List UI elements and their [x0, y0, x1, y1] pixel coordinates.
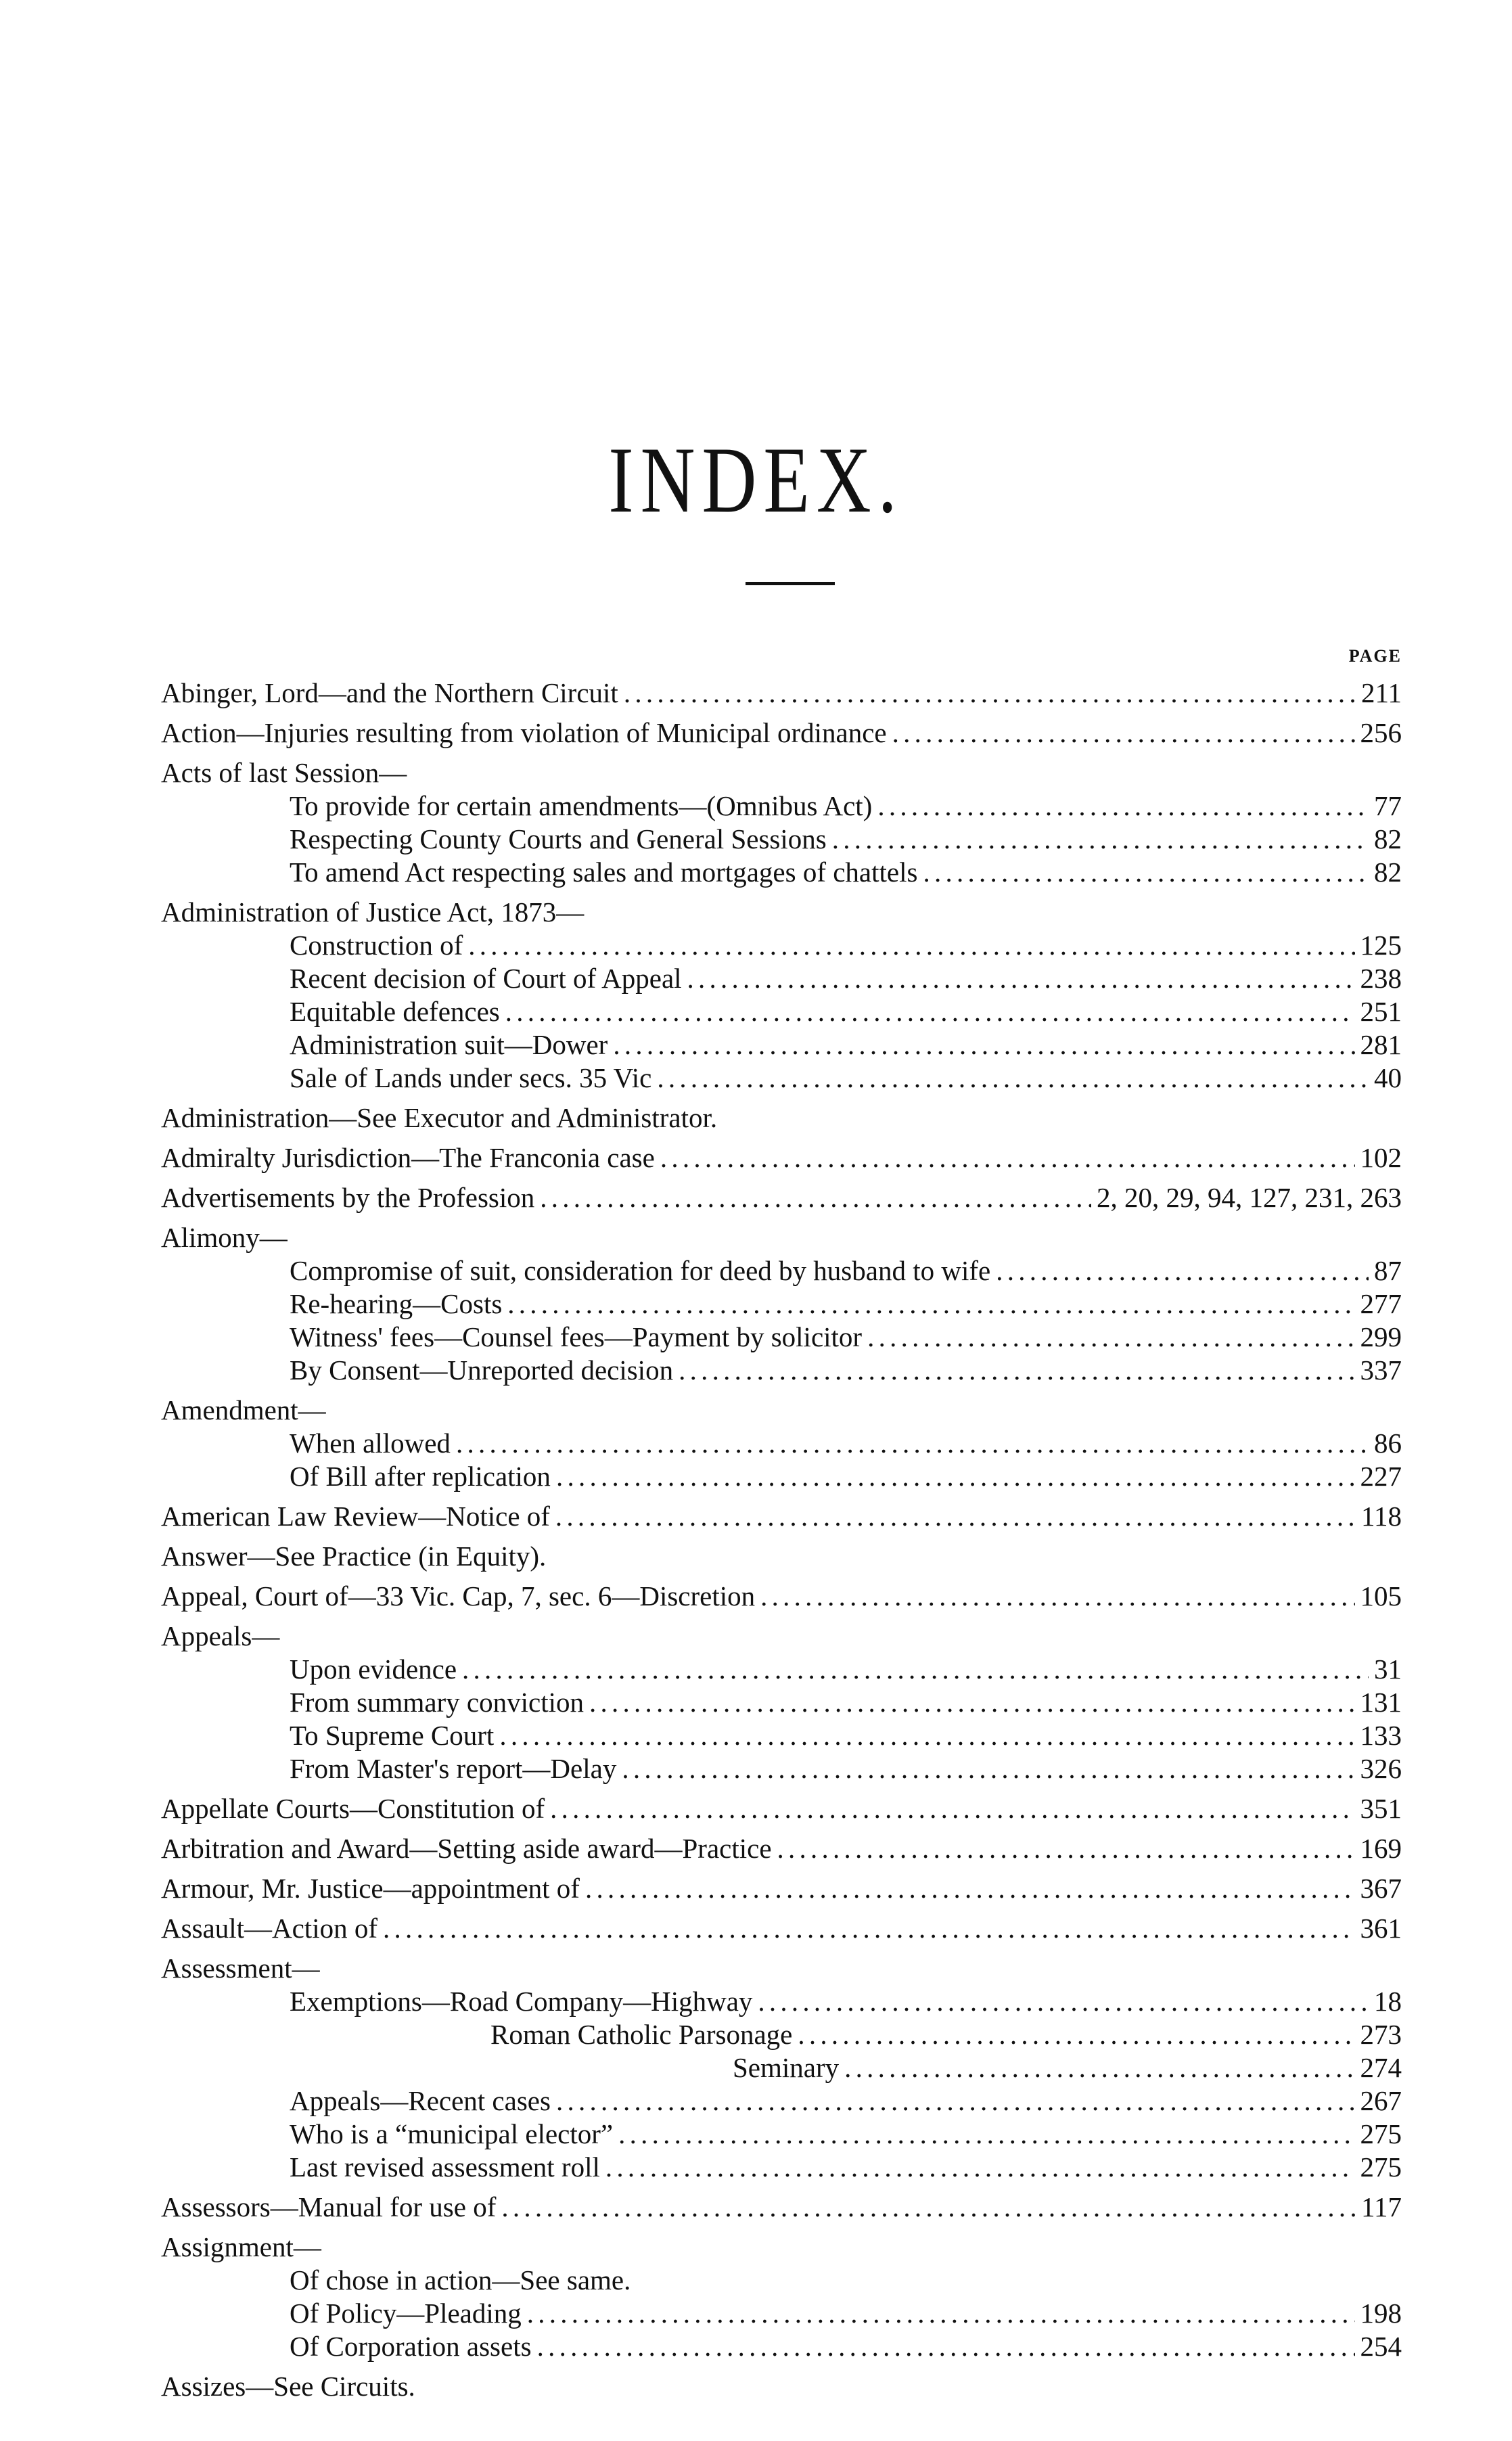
index-entry-page: 351 — [1360, 1793, 1402, 1824]
index-entry-text: Of Policy—Pleading — [290, 2298, 522, 2329]
index-entry-text: Appeal, Court of—33 Vic. Cap, 7, sec. 6—Discretion — [161, 1580, 756, 1612]
index-entry-page: 251 — [1360, 996, 1402, 1027]
index-entry-page: 267 — [1360, 2085, 1402, 2116]
index-entry-text: Administration of Justice Act, 1873— — [161, 896, 585, 928]
dot-leader — [556, 2084, 1355, 2118]
dot-leader — [589, 1686, 1354, 1719]
dot-leader — [622, 1752, 1354, 1785]
dot-leader — [996, 1254, 1369, 1287]
index-entry — [161, 790, 1402, 823]
index-entry — [161, 2370, 1402, 2403]
index-entry-page: 125 — [1360, 930, 1402, 961]
index-entry-page: 2, 20, 29, 94, 127, 231, 263 — [1097, 1182, 1402, 1213]
dot-leader — [556, 1460, 1355, 1493]
index-entry-text: Compromise of suit, consideration for deed by husband to wife — [290, 1255, 991, 1286]
index-entry-text: Assizes—See Circuits. — [161, 2371, 415, 2402]
index-entry-page: 275 — [1360, 2118, 1402, 2149]
index-entry-text: Assignment— — [161, 2231, 321, 2262]
index-entry — [161, 1181, 1402, 1214]
index-entry — [161, 2118, 1402, 2151]
index-entry — [161, 2151, 1402, 2184]
index-entry — [161, 1028, 1402, 1062]
dot-leader — [505, 995, 1355, 1028]
index-entry — [161, 1686, 1402, 1719]
index-entry-page: 82 — [1374, 823, 1402, 854]
index-entry-page: 82 — [1374, 857, 1402, 888]
dot-leader — [758, 1985, 1369, 2018]
index-entry-page: 326 — [1360, 1753, 1402, 1784]
dot-leader — [844, 2051, 1354, 2084]
dot-leader — [499, 1719, 1354, 1752]
dot-leader — [540, 1181, 1091, 1214]
dot-leader — [777, 1832, 1355, 1865]
index-entry-text: Of Corporation assets — [290, 2331, 532, 2362]
index-entries — [161, 670, 1402, 2403]
index-entry — [161, 962, 1402, 995]
index-entry-page: 275 — [1360, 2151, 1402, 2183]
index-entry-text: Exemptions—Road Company—Highway — [290, 1986, 753, 2017]
dot-leader — [468, 929, 1354, 962]
index-entry — [161, 856, 1402, 889]
index-entry — [161, 1912, 1402, 1945]
index-entry — [161, 1062, 1402, 1095]
index-entry-text: American Law Review—Notice of — [161, 1501, 550, 1532]
dot-leader — [867, 1321, 1354, 1354]
index-entry-page: 31 — [1374, 1653, 1402, 1685]
index-entry-page: 133 — [1360, 1720, 1402, 1751]
index-entry-text: When allowed — [290, 1428, 451, 1459]
index-entry — [161, 1620, 1402, 1653]
index-entry — [161, 929, 1402, 962]
index-entry-text: Witness' fees—Counsel fees—Payment by solicitor — [290, 1321, 863, 1352]
index-entry — [161, 1394, 1402, 1427]
index-entry — [161, 1287, 1402, 1321]
index-entry-page: 102 — [1360, 1142, 1402, 1173]
dot-leader — [383, 1912, 1355, 1945]
index-entry — [161, 2330, 1402, 2363]
index-entry-text: By Consent—Unreported decision — [290, 1354, 674, 1386]
index-entry — [161, 896, 1402, 929]
index-entry-text: Recent decision of Court of Appeal — [290, 963, 682, 994]
index-entry-text: Acts of last Session— — [161, 757, 407, 788]
index-entry — [161, 1101, 1402, 1135]
index-entry — [161, 2297, 1402, 2330]
index-entry-text: Equitable defences — [290, 996, 500, 1027]
dot-leader — [687, 962, 1355, 995]
dot-leader — [550, 1792, 1354, 1825]
index-entry-page: 277 — [1360, 1288, 1402, 1319]
page-column-header: PAGE — [1348, 646, 1402, 666]
index-entry-text: Last revised assessment roll — [290, 2151, 600, 2183]
index-entry-page: 254 — [1360, 2331, 1402, 2362]
index-entry-text: Amendment— — [161, 1394, 326, 1425]
dot-leader — [613, 1028, 1354, 1062]
dot-leader — [923, 856, 1369, 889]
index-entry-text: Abinger, Lord—and the Northern Circuit — [161, 677, 618, 708]
index-entry-page: 40 — [1374, 1062, 1402, 1093]
index-entry — [161, 1792, 1402, 1825]
dot-leader — [585, 1872, 1355, 1905]
index-entry — [161, 1221, 1402, 1254]
dot-leader — [892, 716, 1355, 750]
index-entry-text: Advertisements by the Profession — [161, 1182, 535, 1213]
index-entry — [161, 2018, 1402, 2051]
dot-leader — [760, 1580, 1354, 1613]
index-entry — [161, 1141, 1402, 1174]
index-entry — [161, 1952, 1402, 1985]
index-entry-text: Who is a “municipal elector” — [290, 2118, 614, 2149]
index-entry-text: Re-hearing—Costs — [290, 1288, 503, 1319]
dot-leader — [679, 1354, 1354, 1387]
dot-leader — [618, 2118, 1354, 2151]
index-entry-text: Assault—Action of — [161, 1913, 377, 1944]
index-entry — [161, 1500, 1402, 1533]
index-entry-page: 238 — [1360, 963, 1402, 994]
index-entry-text: Armour, Mr. Justice—appointment of — [161, 1873, 580, 1904]
dot-leader — [832, 823, 1369, 856]
dot-leader — [537, 2330, 1355, 2363]
index-entry-text: Action—Injuries resulting from violation of Municipal ordinance — [161, 717, 887, 748]
index-entry — [161, 823, 1402, 856]
index-entry — [161, 1653, 1402, 1686]
dot-leader — [507, 1287, 1354, 1321]
index-entry-page: 118 — [1361, 1501, 1402, 1532]
dot-leader — [555, 1500, 1356, 1533]
dot-leader — [877, 790, 1369, 823]
index-entry-page: 87 — [1374, 1255, 1402, 1286]
index-entry-page: 211 — [1361, 677, 1402, 708]
index-entry — [161, 1580, 1402, 1613]
index-entry — [161, 2264, 1402, 2297]
index-entry — [161, 1752, 1402, 1785]
index-entry — [161, 2191, 1402, 2224]
index-entry-text: Of Bill after replication — [290, 1461, 551, 1492]
index-entry-page: 77 — [1374, 790, 1402, 821]
index-entry-page: 367 — [1360, 1873, 1402, 1904]
index-entry — [161, 1719, 1402, 1752]
index-entry-text: Admiralty Jurisdiction—The Franconia case — [161, 1142, 655, 1173]
index-entry-page: 299 — [1360, 1321, 1402, 1352]
index-entry — [161, 1254, 1402, 1287]
index-entry-text: Roman Catholic Parsonage — [490, 2019, 793, 2050]
index-entry-page: 337 — [1360, 1354, 1402, 1386]
index-entry-text: Assessment— — [161, 1953, 320, 1984]
index-entry — [161, 2051, 1402, 2084]
index-entry — [161, 756, 1402, 790]
index-entry-text: Arbitration and Award—Setting aside award—Practice — [161, 1833, 772, 1864]
index-entry — [161, 995, 1402, 1028]
index-entry-page: 256 — [1360, 717, 1402, 748]
index-entry-text: Upon evidence — [290, 1653, 457, 1685]
page-title: INDEX. — [608, 428, 904, 533]
index-entry-page: 198 — [1360, 2298, 1402, 2329]
index-entry-page: 105 — [1360, 1580, 1402, 1612]
index-entry-text: Respecting County Courts and General Sessions — [290, 823, 827, 854]
index-entry-text: Answer—See Practice (in Equity). — [161, 1541, 547, 1572]
index-entry-page: 273 — [1360, 2019, 1402, 2050]
index-entry-text: To amend Act respecting sales and mortgages of chattels — [290, 857, 918, 888]
index-entry-text: Alimony— — [161, 1222, 288, 1253]
dot-leader — [657, 1062, 1369, 1095]
title-rule — [746, 582, 835, 585]
index-entry-text: Appeals— — [161, 1620, 280, 1651]
index-entry — [161, 716, 1402, 750]
dot-leader — [798, 2018, 1354, 2051]
index-entry-text: Of chose in action—See same. — [290, 2264, 631, 2296]
index-entry-page: 227 — [1360, 1461, 1402, 1492]
index-entry-text: Assessors—Manual for use of — [161, 2191, 497, 2222]
index-entry — [161, 2231, 1402, 2264]
index-entry-page: 281 — [1360, 1029, 1402, 1060]
index-entry-page: 117 — [1361, 2191, 1402, 2222]
index-entry-text: To Supreme Court — [290, 1720, 495, 1751]
index-entry — [161, 1460, 1402, 1493]
index-entry — [161, 1832, 1402, 1865]
index-entry-page: 169 — [1360, 1833, 1402, 1864]
index-entry-text: Construction of — [290, 930, 463, 961]
index-entry-text: Administration—See Executor and Administrator. — [161, 1102, 718, 1133]
dot-leader — [605, 2151, 1355, 2184]
dot-leader — [456, 1427, 1369, 1460]
index-entry-text: To provide for certain amendments—(Omnibus Act) — [290, 790, 873, 821]
index-entry-page: 274 — [1360, 2052, 1402, 2083]
index-entry — [161, 1872, 1402, 1905]
index-entry — [161, 1321, 1402, 1354]
index-entry-page: 131 — [1360, 1687, 1402, 1718]
dot-leader — [462, 1653, 1369, 1686]
index-entry-text: Seminary — [733, 2052, 840, 2083]
index-entry-text: Appeals—Recent cases — [290, 2085, 551, 2116]
index-entry-text: From summary conviction — [290, 1687, 585, 1718]
index-entry — [161, 1354, 1402, 1387]
index-entry — [161, 1540, 1402, 1573]
dot-leader — [527, 2297, 1355, 2330]
dot-leader — [501, 2191, 1356, 2224]
index-entry-page: 18 — [1374, 1986, 1402, 2017]
dot-leader — [660, 1141, 1355, 1174]
index-entry-text: Administration suit—Dower — [290, 1029, 608, 1060]
index-entry — [161, 677, 1402, 710]
index-entry-text: Sale of Lands under secs. 35 Vic — [290, 1062, 652, 1093]
dot-leader — [624, 677, 1356, 710]
index-entry-page: 361 — [1360, 1913, 1402, 1944]
index-entry — [161, 1985, 1402, 2018]
index-entry-text: Appellate Courts—Constitution of — [161, 1793, 545, 1824]
index-entry — [161, 2084, 1402, 2118]
index-entry — [161, 1427, 1402, 1460]
index-entry-text: From Master's report—Delay — [290, 1753, 617, 1784]
index-entry-page: 86 — [1374, 1428, 1402, 1459]
